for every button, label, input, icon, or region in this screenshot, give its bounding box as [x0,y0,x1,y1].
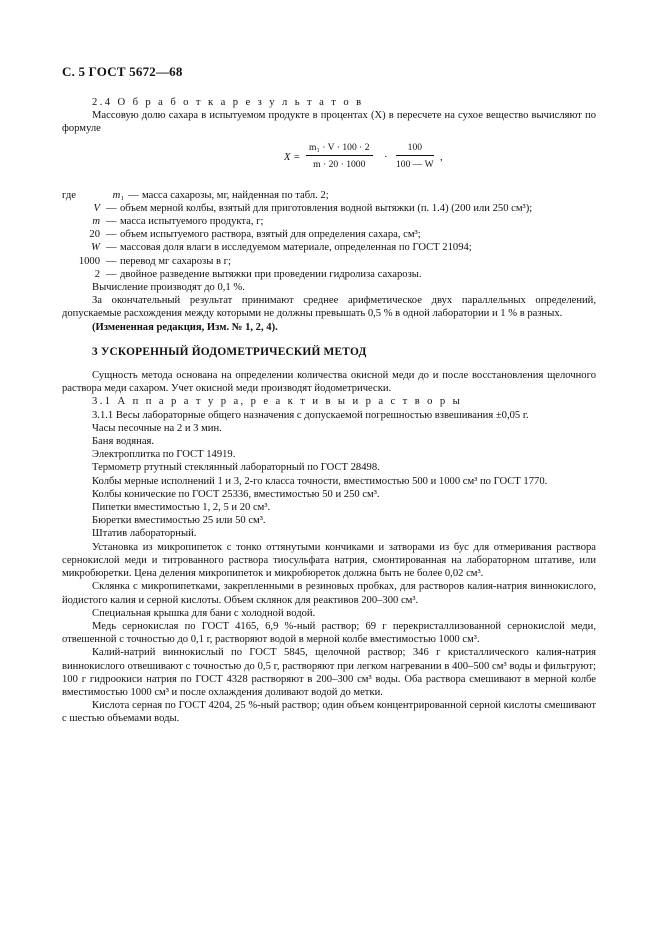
list-item: Электроплитка по ГОСТ 14919. [92,449,236,461]
symbol-row [62,228,596,241]
list-item: Термометр ртутный стеклянный лабораторный по ГОСТ 28498. [92,462,380,474]
list-item: 3.1.1 Весы лабораторные общего назначения с допускаемой погрешностью взвешивания ±0,05 г. [92,409,529,421]
list-item: Колбы мерные исполнений 1 и 3, 2-го класса точности, вместимостью 500 и 1000 см³ по ГОСТ 1770. [92,475,548,487]
symbol-dash: — [128,189,139,201]
section-2-4-intro: Массовую долю сахара в испытуемом продукте в процентах (X) в пересчете на сухое вещество вычисляют по формуле [62,110,596,135]
formula-frac1-numerator: m₁ · V · 100 · 2 [306,141,373,156]
formula-tail: , [440,151,443,163]
symbol-row [62,255,596,268]
section-3-title: 3 УСКОРЕННЫЙ ЙОДОМЕТРИЧЕСКИЙ МЕТОД [92,345,367,358]
section-2-4-title: 2.4 О б р а б о т к а р е з у л ь т а т о в [92,97,364,108]
list-item: Специальная крышка для бани с холодной водой. [92,607,316,619]
symbol-dash: — [106,216,117,228]
symbol-row [62,202,596,215]
section-3-intro: Сущность метода основана на определении количества окисной меди до и после восстановления щелочного раствора меди сахаром. Учет окисной меди производят йодометрически. [62,370,596,395]
symbol-key: W [91,242,100,254]
list-item: Кислота серная по ГОСТ 4204, 25 %-ный раствор; один объем концентрированной серной кислоты смешивают с шестью объемами воды. [62,700,596,725]
symbol-text: объем испытуемого раствора, взятый для определения сахара, см³; [120,229,421,241]
symbol-dash: — [106,202,117,214]
symbol-key: 2 [94,268,100,280]
list-item: Часы песочные на 2 и 3 мин. [92,422,222,434]
symbol-key: 20 [89,229,100,241]
symbol-text: масса сахарозы, мг, найденная по табл. 2; [142,189,329,201]
list-item: Бюретки вместимостью 25 или 50 см³. [92,515,266,527]
list-item: Склянка с микропипетками, закрепленными в резиновых пробках, для растворов калия-натрия виннокислого, йодистого калия и серной кислоты. Объем склянок для реактивов 200–300 см³. [62,581,596,606]
symbol-key: V [93,202,100,214]
para-calc-precision: Вычисление производят до 0,1 %. [92,282,245,294]
symbol-row [62,215,596,228]
symbol-text: объем мерной колбы, взятый для приготовления водной вытяжки (п. 1.4) (200 или 250 см³); [120,202,533,214]
list-item: Колбы конические по ГОСТ 25336, вместимостью 50 и 250 см³. [92,488,380,500]
para-final-result: За окончательный результат принимают среднее арифметическое двух параллельных определений, допускаемые расхождения между которыми не должны превышать 0,5 % в одной лаборатории и 1 % в разных. [62,295,596,320]
list-item: Установка из микропипеток с тонко оттянутыми кончиками и затворами из бус для отмеривания раствора сернокислой меди и титрованного раствора тиосульфата натрия, смонтированная на лабораторном штативе, или микробюретки. Цена деления микропипеток и микробюреток должна быть не более 0,02 см³. [62,541,596,580]
section-3-1-title: 3.1 А п п а р а т у р а, р е а к т и в ы и р а с т в о р ы [92,396,463,408]
formula-frac2-numerator: 100 [396,141,434,156]
symbol-row [62,241,596,254]
symbol-dash: — [106,255,117,267]
symbol-row [62,189,596,202]
edition-note: (Измененная редакция, Изм. № 1, 2, 4). [92,321,278,333]
symbol-text: масса испытуемого продукта, г; [120,216,264,228]
symbol-row [62,268,596,281]
document-body [62,96,596,726]
list-item: Калий-натрий виннокислый по ГОСТ 5845, щелочной раствор; 346 г кристаллического калия-натрия виннокислого отвешивают с точностью до 0,5 г, растворяют при легком нагревании в 400–500 см³ воды и фильтруют; 100 г гидроокиси натрия по ГОСТ 4328 растворяют в 200–300 см³ воды. Оба раствора смешивают в мерной колбе вместимостью 1000 см³ и после охлаждения доливают водой до метки. [62,647,596,698]
sugar-formula [62,139,596,183]
list-item: Медь сернокислая по ГОСТ 4165, 6,9 %-ный раствор; 69 г перекристаллизованной сернокислой меди, отвешенной с точностью до 0,1 г, растворяют водой в мерной колбе вместимостью 1000 см³. [62,620,596,646]
symbol-text: перевод мг сахарозы в г; [120,255,231,267]
symbol-key: m [92,216,100,228]
formula-fraction-2 [396,141,434,171]
formula-lhs: X = [284,151,301,163]
symbol-key: m₁ [112,189,124,201]
symbol-key: 1000 [78,255,100,267]
symbol-dash: — [106,268,117,280]
symbol-dash: — [106,242,117,254]
symbol-text: двойное разведение вытяжки при проведении гидролиза сахарозы. [120,268,422,280]
symbol-dash: — [106,229,117,241]
list-item: Баня водяная. [92,436,155,448]
list-item: Пипетки вместимостью 1, 2, 5 и 20 см³. [92,502,271,514]
symbol-legend [62,189,596,281]
formula-fraction-1 [306,141,373,171]
formula-frac2-denominator: 100 — W [396,158,434,170]
formula-frac1-denominator: m · 20 · 1000 [313,158,366,170]
symbol-text: массовая доля влаги в исследуемом материале, определенная по ГОСТ 21094; [120,242,472,254]
page-header: С. 5 ГОСТ 5672—68 [62,64,183,79]
list-item: Штатив лабораторный. [92,528,197,540]
where-intro: где [62,189,76,201]
formula-operator: · [384,151,388,163]
